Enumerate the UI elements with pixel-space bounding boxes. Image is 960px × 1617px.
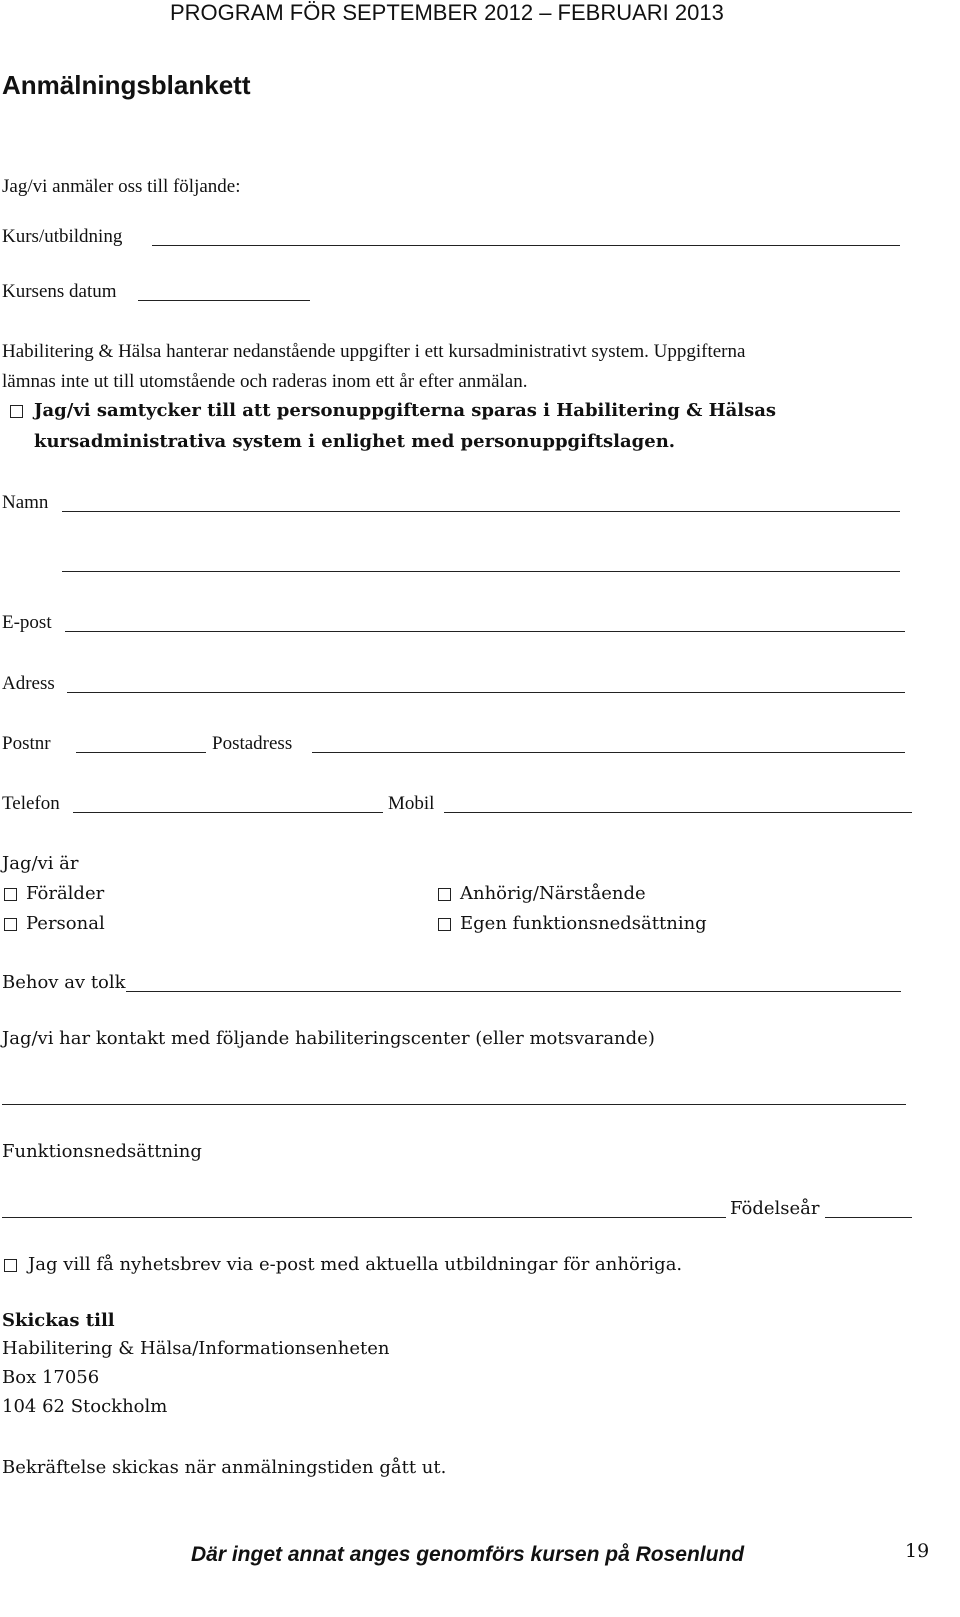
page-number: 19 <box>905 1540 930 1562</box>
send-to-title: Skickas till <box>2 1310 115 1331</box>
birth-year-label: Födelseår <box>730 1198 820 1219</box>
confirmation-text: Bekräftelse skickas när anmälningstiden gått ut. <box>2 1457 447 1478</box>
course-date-input-line[interactable] <box>138 300 310 301</box>
interpreter-input-line[interactable] <box>126 991 901 992</box>
phone-input-line[interactable] <box>73 812 383 813</box>
privacy-text-1: Habilitering & Hälsa hanterar nedanstående uppgifter i ett kursadministrativt system. Uppgifterna <box>2 341 746 362</box>
postcode-label: Postnr <box>2 733 51 754</box>
checkbox-parent[interactable] <box>4 888 17 901</box>
address-label: Adress <box>2 673 55 694</box>
name-input-line-2[interactable] <box>62 571 900 572</box>
address-input-line[interactable] <box>67 692 905 693</box>
page-title: Anmälningsblankett <box>2 70 251 100</box>
newsletter-label: Jag vill få nyhetsbrev via e-post med aktuella utbildningar för anhöriga. <box>28 1254 683 1275</box>
consent-text-2: kursadministrativa system i enlighet med personuppgiftslagen. <box>34 431 676 452</box>
role-label: Jag/vi är <box>2 853 79 874</box>
footer-note: Där inget annat anges genomförs kursen på Rosenlund <box>191 1543 745 1566</box>
consent-text-1: Jag/vi samtycker till att personuppgifterna sparas i Habilitering & Hälsas <box>34 400 777 421</box>
newsletter-checkbox[interactable] <box>4 1259 17 1272</box>
mobile-label: Mobil <box>388 793 435 814</box>
email-label: E-post <box>2 612 52 633</box>
privacy-text-2: lämnas inte ut till utomstående och raderas inom ett år efter anmälan. <box>2 371 528 392</box>
birth-year-input-line[interactable] <box>825 1217 912 1218</box>
intro-text: Jag/vi anmäler oss till följande: <box>2 176 241 197</box>
program-header: PROGRAM FÖR SEPTEMBER 2012 – FEBRUARI 2013 <box>170 0 724 25</box>
option-staff-label: Personal <box>26 913 105 934</box>
checkbox-relative[interactable] <box>438 888 451 901</box>
mobile-input-line[interactable] <box>444 812 912 813</box>
send-to-line-3: 104 62 Stockholm <box>2 1396 168 1417</box>
email-input-line[interactable] <box>65 631 905 632</box>
disability-input-line[interactable] <box>2 1217 726 1218</box>
city-label: Postadress <box>212 733 293 754</box>
course-label: Kurs/utbildning <box>2 226 123 247</box>
city-input-line[interactable] <box>312 752 905 753</box>
send-to-line-1: Habilitering & Hälsa/Informationsenheten <box>2 1338 390 1359</box>
name-label: Namn <box>2 492 49 513</box>
disability-label: Funktionsnedsättning <box>2 1141 202 1162</box>
send-to-line-2: Box 17056 <box>2 1367 100 1388</box>
course-input-line[interactable] <box>152 245 900 246</box>
interpreter-label: Behov av tolk <box>2 972 126 993</box>
option-parent-label: Förälder <box>26 883 105 904</box>
option-own-disability-label: Egen funktionsnedsättning <box>460 913 707 934</box>
course-date-label: Kursens datum <box>2 281 117 302</box>
checkbox-staff[interactable] <box>4 918 17 931</box>
postcode-input-line[interactable] <box>76 752 206 753</box>
checkbox-own-disability[interactable] <box>438 918 451 931</box>
option-relative-label: Anhörig/Närstående <box>460 883 646 904</box>
phone-label: Telefon <box>2 793 60 814</box>
center-input-line[interactable] <box>2 1104 906 1105</box>
name-input-line[interactable] <box>62 511 900 512</box>
center-label: Jag/vi har kontakt med följande habiliteringscenter (eller motsvarande) <box>2 1028 655 1049</box>
consent-checkbox[interactable] <box>10 405 23 418</box>
